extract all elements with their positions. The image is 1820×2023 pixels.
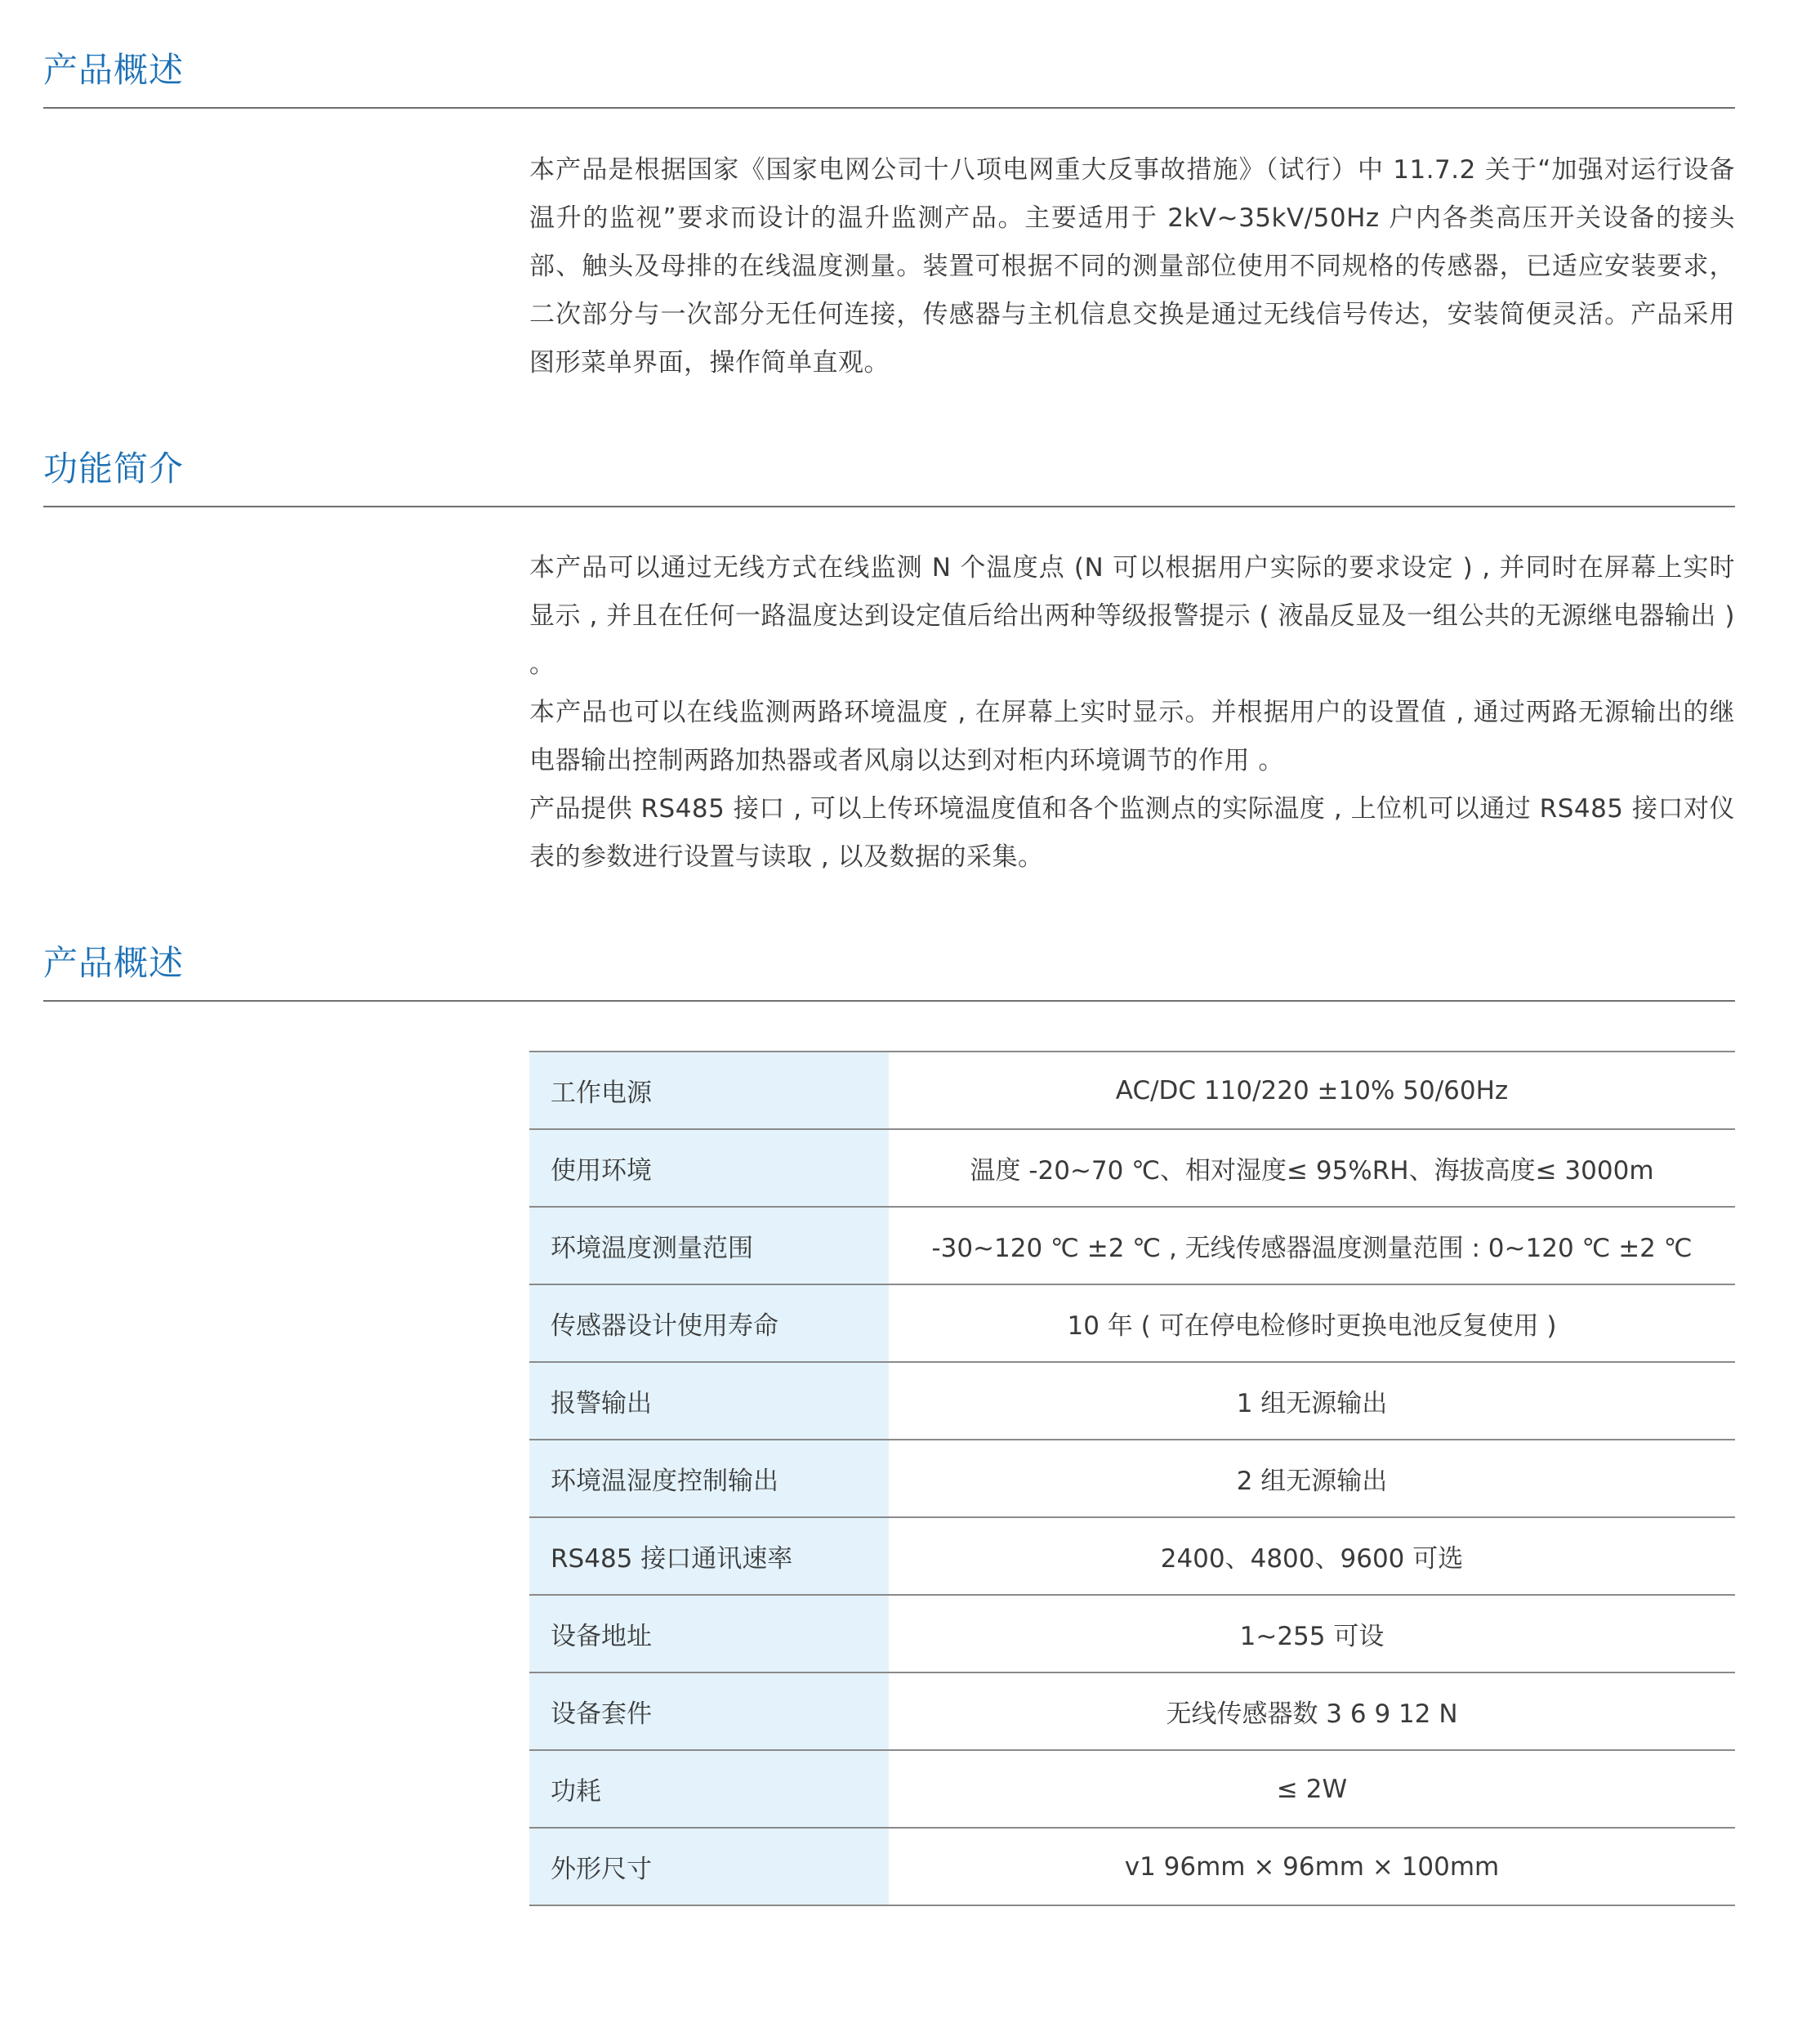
spec-value: 2400、4800、9600 可选 [889, 1517, 1735, 1595]
table-row [529, 1129, 1735, 1207]
paragraph: 本产品可以通过无线方式在线监测 N 个温度点 (N 可以根据用户实际的要求设定 ) , 并同时在屏幕上实时显示 , 并且在任何一路温度达到设定值后给出两种等级报警提示 ( 液晶反显及一组公共的无源继电器输出 ) 。 [529, 553, 1735, 679]
spec-label: 环境温湿度控制输出 [529, 1440, 889, 1517]
spec-value: 1 组无源输出 [889, 1362, 1735, 1440]
paragraph: 产品提供 RS485 接口 , 可以上传环境温度值和各个监测点的实际温度 , 上位机可以通过 RS485 接口对仪表的参数进行设置与读取 , 以及数据的采集。 [529, 794, 1735, 872]
table-row [529, 1672, 1735, 1750]
spec-label: 环境温度测量范围 [529, 1207, 889, 1284]
section-divider [43, 506, 1735, 507]
table-row [529, 1207, 1735, 1284]
section-title-overview: 产品概述 [43, 50, 185, 90]
spec-value: 2 组无源输出 [889, 1440, 1735, 1517]
spec-value: 无线传感器数 3 6 9 12 N [889, 1672, 1735, 1750]
table-row [529, 1284, 1735, 1362]
spec-label: RS485 接口通讯速率 [529, 1517, 889, 1595]
spec-label: 使用环境 [529, 1129, 889, 1207]
section-divider [43, 107, 1735, 109]
spec-value: ≤ 2W [889, 1750, 1735, 1828]
spec-table [529, 1051, 1735, 1906]
spec-label: 报警输出 [529, 1362, 889, 1440]
spec-value: v1 96mm × 96mm × 100mm [889, 1828, 1735, 1905]
spec-label: 工作电源 [529, 1052, 889, 1129]
spec-value: 10 年 ( 可在停电检修时更换电池反复使用 ) [889, 1284, 1735, 1362]
spec-label: 设备套件 [529, 1672, 889, 1750]
spec-label: 传感器设计使用寿命 [529, 1284, 889, 1362]
spec-label: 设备地址 [529, 1595, 889, 1672]
table-row [529, 1828, 1735, 1905]
functions-text [529, 544, 1735, 882]
table-row [529, 1362, 1735, 1440]
overview-text [529, 146, 1735, 387]
table-row [529, 1052, 1735, 1129]
section-title-specs: 产品概述 [43, 943, 185, 983]
paragraph: 本产品也可以在线监测两路环境温度 , 在屏幕上实时显示。并根据用户的设置值 , 通过两路无源输出的继电器输出控制两路加热器或者风扇以达到对柜内环境调节的作用 。 [529, 698, 1735, 775]
table-row [529, 1517, 1735, 1595]
spec-label: 外形尺寸 [529, 1828, 889, 1905]
table-row [529, 1440, 1735, 1517]
table-row [529, 1595, 1735, 1672]
paragraph: 本产品是根据国家《国家电网公司十八项电网重大反事故措施》（试行）中 11.7.2 关于“加强对运行设备温升的监视”要求而设计的温升监测产品。主要适用于 2kV~35kV/50Hz 户内各类高压开关设备的接头部、触头及母排的在线温度测量。装置可根据不同的测量部位使用不同规格的传感器，已适应安装要求，二次部分与一次部分无任何连接，传感器与主机信息交换是通过无线信号传达，安装简便灵活。产品采用图形菜单界面，操作简单直观。 [529, 155, 1735, 377]
spec-label: 功耗 [529, 1750, 889, 1828]
spec-value: 温度 -20~70 ℃、相对湿度≤ 95%RH、海拔高度≤ 3000m [889, 1129, 1735, 1207]
table-row [529, 1750, 1735, 1828]
spec-value: 1~255 可设 [889, 1595, 1735, 1672]
section-title-functions: 功能简介 [43, 449, 185, 489]
spec-value: -30~120 ℃ ±2 ℃ , 无线传感器温度测量范围 : 0~120 ℃ ±2 ℃ [889, 1207, 1735, 1284]
spec-value: AC/DC 110/220 ±10% 50/60Hz [889, 1052, 1735, 1129]
section-divider [43, 1000, 1735, 1002]
